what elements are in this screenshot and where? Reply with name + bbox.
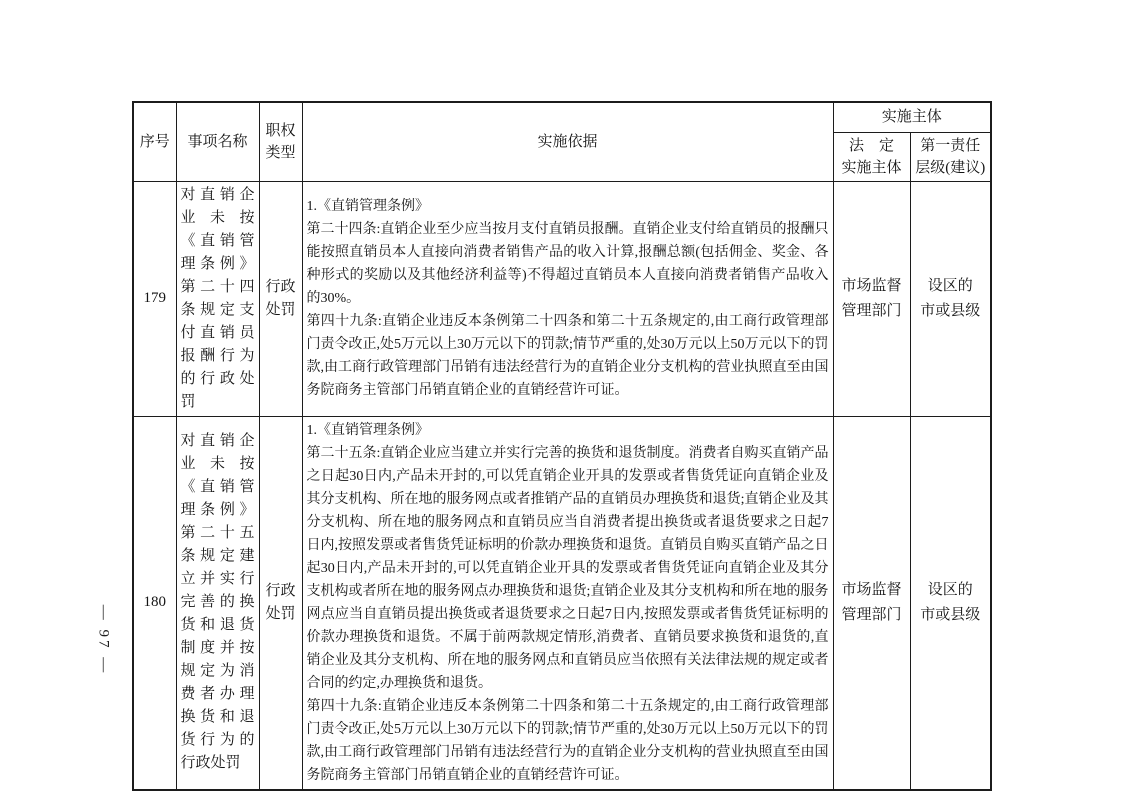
- authority-type-179-line2: 处罚: [265, 301, 296, 318]
- page-number: — 97 —: [95, 604, 112, 676]
- authority-type-180-line2: 处罚: [265, 605, 296, 622]
- header-legal-subject: [833, 132, 910, 181]
- legal-subject-179-line1: 市场监督: [841, 277, 902, 294]
- header-row-group: [133, 102, 991, 132]
- item-name-180: 对直销企业未按《直销管理条例》第二十五条规定建立并实行完善的换货和退货制度并按规定为消费者办理换货和退货行为的行政处罚: [176, 416, 259, 790]
- header-legal-subject-line1: 法 定: [848, 137, 894, 154]
- responsibility-level-180: [910, 416, 991, 790]
- legal-subject-180: [833, 416, 910, 790]
- header-seq: 序号: [133, 102, 176, 181]
- authority-type-180-line1: 行政: [265, 582, 296, 599]
- header-item-name: 事项名称: [176, 102, 259, 181]
- basis-179: [302, 181, 833, 416]
- basis-180: [302, 416, 833, 790]
- header-subject-group: 实施主体: [833, 102, 991, 132]
- authority-type-180: [259, 416, 302, 790]
- authority-type-179: [259, 181, 302, 416]
- table-row-180: [133, 416, 991, 790]
- legal-subject-180-line1: 市场监督: [841, 581, 902, 598]
- header-authority-type: [259, 102, 302, 181]
- responsibility-180-line1: 设区的: [927, 581, 973, 598]
- seq-180: 180: [133, 416, 176, 790]
- basis-179-title: 1.《直销管理条例》: [306, 199, 429, 214]
- item-name-179: 对直销企业未按《直销管理条例》第二十四条规定支付直销员报酬行为的行政处罚: [176, 181, 259, 416]
- header-responsibility-level: [910, 132, 991, 181]
- penalty-items-table: [132, 101, 992, 791]
- header-authority-type-line1: 职权: [265, 122, 296, 139]
- header-authority-type-line2: 类型: [265, 144, 296, 161]
- seq-179: 179: [133, 181, 176, 416]
- basis-180-title: 1.《直销管理条例》: [306, 422, 429, 438]
- legal-subject-179-line2: 管理部门: [841, 302, 902, 319]
- responsibility-level-179: [910, 181, 991, 416]
- responsibility-179-line1: 设区的: [927, 277, 973, 294]
- header-responsibility-line1: 第一责任: [920, 137, 981, 154]
- basis-179-article24: 第二十四条:直销企业至少应当按月支付直销员报酬。直销企业支付给直销员的报酬只能按照直销员本人直接向消费者销售产品的收入计算,报酬总额(包括佣金、奖金、各种形式的奖励以及其他经济利益等)不得超过直销员本人直接向消费者销售产品收入的30%。: [306, 222, 829, 306]
- basis-180-article49: 第四十九条:直销企业违反本条例第二十四条和第二十五条规定的,由工商行政管理部门责令改正,处5万元以上30万元以下的罚款;情节严重的,处30万元以上50万元以下的罚款,由工商行政管理部门吊销有违法经营行为的直销企业分支机构的营业执照直至由国务院商务主管部门吊销直销企业的直销经营许可证。: [306, 698, 829, 783]
- header-basis: 实施依据: [302, 102, 833, 181]
- header-legal-subject-line2: 实施主体: [841, 159, 902, 176]
- legal-subject-180-line2: 管理部门: [841, 606, 902, 623]
- basis-179-article49: 第四十九条:直销企业违反本条例第二十四条和第二十五条规定的,由工商行政管理部门责令改正,处5万元以上30万元以下的罚款;情节严重的,处30万元以上50万元以下的罚款,由工商行政管理部门吊销有违法经营行为的直销企业分支机构的营业执照直至由国务院商务主管部门吊销直销企业的直销经营许可证。: [306, 314, 829, 398]
- authority-type-179-line1: 行政: [265, 278, 296, 295]
- legal-subject-179: [833, 181, 910, 416]
- responsibility-180-line2: 市或县级: [920, 606, 981, 623]
- responsibility-179-line2: 市或县级: [920, 302, 981, 319]
- table-row-179: [133, 181, 991, 416]
- basis-180-article25: 第二十五条:直销企业应当建立并实行完善的换货和退货制度。消费者自购买直销产品之日起30日内,产品未开封的,可以凭直销企业开具的发票或者售货凭证向直销企业及其分支机构、所在地的服务网点或者推销产品的直销员办理换货和退货;直销企业及其分支机构、所在地的服务网点和直销员应当自消费者提出换货或者退货要求之日起7日内,按照发票或者售货凭证标明的价款办理换货和退货。直销员自购买直销产品之日起30日内,产品未开封的,可以凭直销企业开具的发票或者售货凭证向直销企业及其分支机构或者所在地的服务网点办理换货和退货;直销企业及其分支机构和所在地的服务网点应当自直销员提出换货或者退货要求之日起7日内,按照发票或者售货凭证标明的价款办理换货和退货。不属于前两款规定情形,消费者、直销员要求换货和退货的,直销企业及其分支机构、所在地的服务网点和直销员应当依照有关法律法规的规定或者合同的约定,办理换货和退货。: [306, 445, 829, 691]
- header-responsibility-line2: 层级(建议): [915, 159, 986, 176]
